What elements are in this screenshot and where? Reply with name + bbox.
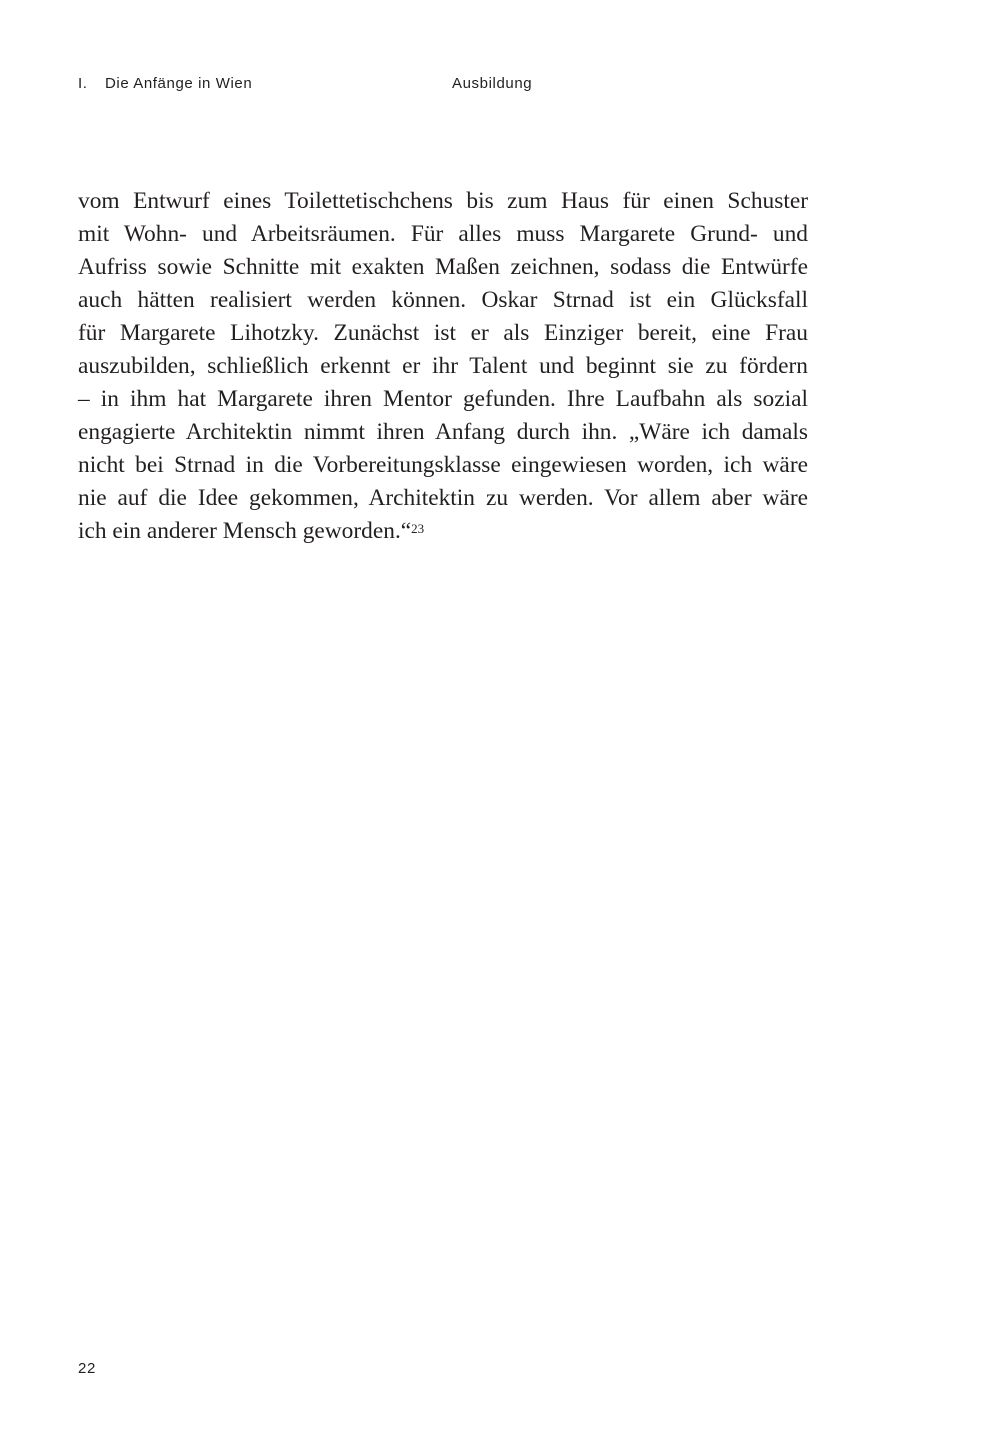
text-line: engagierte Architektin nimmt ihren Anfang durch ihn. „Wäre ich damals — [78, 419, 808, 445]
text-line-content: ich ein anderer Mensch geworden.“ — [78, 518, 412, 544]
footnote-reference[interactable]: 23 — [411, 521, 425, 536]
text-line: nicht bei Strnad in die Vorbereitungsklasse eingewiesen worden, ich wäre — [78, 452, 808, 478]
chapter-number: I. — [78, 75, 88, 92]
body-paragraph — [78, 185, 808, 548]
text-line: vom Entwurf eines Toilettetischchens bis zum Haus für einen Schuster — [78, 188, 808, 214]
text-line: für Margarete Lihotzky. Zunächst ist er als Einziger bereit, eine Frau — [78, 320, 808, 346]
chapter-title: Die Anfänge in Wien — [105, 75, 253, 92]
running-head — [78, 75, 808, 97]
text-line-last — [78, 515, 808, 548]
text-line: auszubilden, schließlich erkennt er ihr Talent und beginnt sie zu fördern — [78, 353, 808, 379]
section-title: Ausbildung — [452, 75, 533, 92]
text-line: mit Wohn- und Arbeitsräumen. Für alles muss Margarete Grund- und — [78, 221, 808, 247]
text-line: Aufriss sowie Schnitte mit exakten Maßen zeichnen, sodass die Entwürfe — [78, 254, 808, 280]
text-line: nie auf die Idee gekommen, Architektin zu werden. Vor allem aber wäre — [78, 485, 808, 511]
text-line: auch hätten realisiert werden können. Oskar Strnad ist ein Glücksfall — [78, 287, 808, 313]
text-line: – in ihm hat Margarete ihren Mentor gefunden. Ihre Laufbahn als sozial — [78, 386, 808, 412]
page-number: 22 — [78, 1360, 96, 1377]
